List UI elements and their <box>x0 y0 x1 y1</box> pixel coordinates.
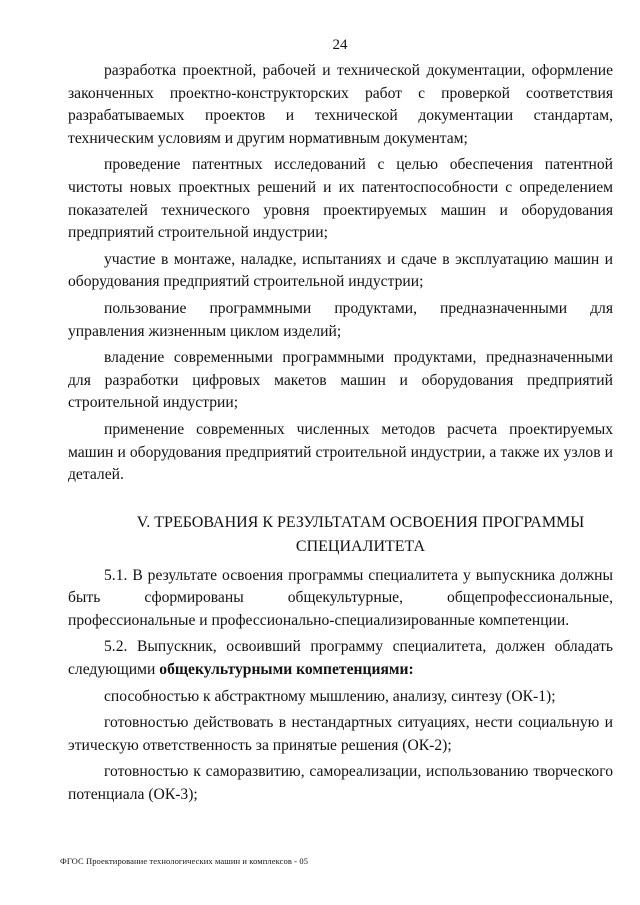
competency-item: готовностью действовать в нестандартных ситуациях, нести социальную и этическую ответственность за принятые решения (ОК-2); <box>68 714 613 754</box>
paragraph: проведение патентных исследований с целью обеспечения патентной чистоты новых проектных решений и их патентоспособности с определением показателей технического уровня проектируемых машин и оборудования предприятий строительной индустрии; <box>68 156 613 242</box>
competency-item: способностью к абстрактному мышлению, анализу, синтезу (ОК-1); <box>104 687 556 705</box>
paragraph: пользование программными продуктами, предназначенными для управления жизненным циклом изделий; <box>68 299 613 340</box>
competency-item: готовностью к саморазвитию, самореализации, использованию творческого потенциала (ОК-3); <box>68 763 613 804</box>
paragraph-5-2-bold: общекультурными компетенциями: <box>159 661 414 679</box>
page-footer: ФГОС Проектирование технологических машин и комплексов - 05 <box>60 856 309 866</box>
paragraph-5-2-text: 5.2. Выпускник, освоивший программу специалитета, должен обладать следующими <box>68 638 613 679</box>
paragraph-5-2 <box>68 636 613 681</box>
page-number: 24 <box>332 37 348 53</box>
paragraph: участие в монтаже, наладке, испытаниях и сдаче в эксплуатацию машин и оборудования предприятий строительной индустрии; <box>68 250 613 291</box>
section-heading-line: СПЕЦИАЛИТЕТА <box>295 537 426 555</box>
paragraph-5-1: 5.1. В результате освоения программы специалитета у выпускника должны быть сформированы общекультурные, общепрофессиональные, профессиональные и профессионально-специализированные компетенции. <box>68 566 613 629</box>
document-body <box>68 60 613 811</box>
paragraph: владение современными программными продуктами, предназначенными для разработки цифровых макетов машин и оборудования предприятий строительной индустрии; <box>68 349 613 412</box>
section-heading-line: V. ТРЕБОВАНИЯ К РЕЗУЛЬТАТАМ ОСВОЕНИЯ ПРОГРАММЫ <box>136 513 585 531</box>
paragraph: применение современных численных методов расчета проектируемых машин и оборудования предприятий строительной индустрии, а также их узлов и деталей. <box>68 420 613 484</box>
paragraph: разработка проектной, рабочей и технической документации, оформление законченных проектно-конструкторских работ с проверкой соответствия разрабатываемых проектов и технической документации стандартам, техническим условиям и другим нормативным документам; <box>68 62 613 147</box>
section-heading <box>68 511 613 559</box>
